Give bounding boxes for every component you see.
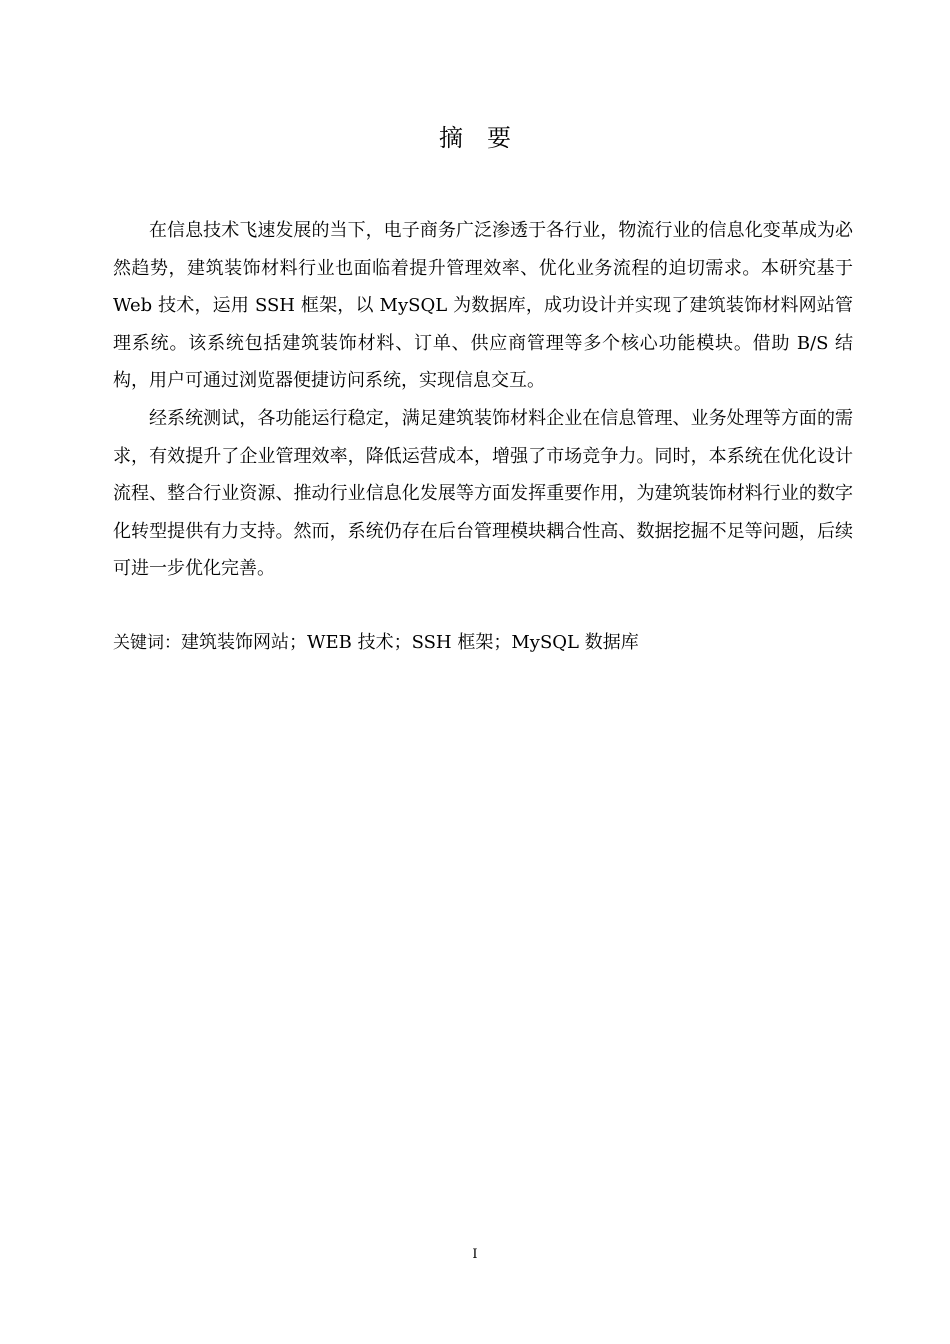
abstract-body [113,212,853,588]
abstract-title: 摘要 [439,124,535,152]
abstract-paragraph-2: 经系统测试，各功能运行稳定，满足建筑装饰材料企业在信息管理、业务处理等方面的需求，有效提升了企业管理效率，降低运营成本，增强了市场竞争力。同时，本系统在优化设计流程、整合行业资源、推动行业信息化发展等方面发挥重要作用，为建筑装饰材料行业的数字化转型提供有力支持。然而，系统仍存在后台管理模块耦合性高、数据挖掘不足等问题，后续可进一步优化完善。 [113,407,853,580]
keywords-text: 建筑装饰网站；WEB 技术；SSH 框架；MySQL 数据库 [181,632,639,653]
keywords-line [113,624,853,662]
page-number: I [472,1247,478,1262]
keywords-label: 关键词： [113,633,181,653]
abstract-paragraph-1: 在信息技术飞速发展的当下，电子商务广泛渗透于各行业，物流行业的信息化变革成为必然趋势，建筑装饰材料行业也面临着提升管理效率、优化业务流程的迫切需求。本研究基于 Web 技术，运用 SSH 框架，以 MySQL 为数据库，成功设计并实现了建筑装饰材料网站管理系统。该系统包括建筑装饰材料、订单、供应商管理等多个核心功能模块。借助 B/S 结构，用户可通过浏览器便捷访问系统，实现信息交互。 [113,220,853,392]
